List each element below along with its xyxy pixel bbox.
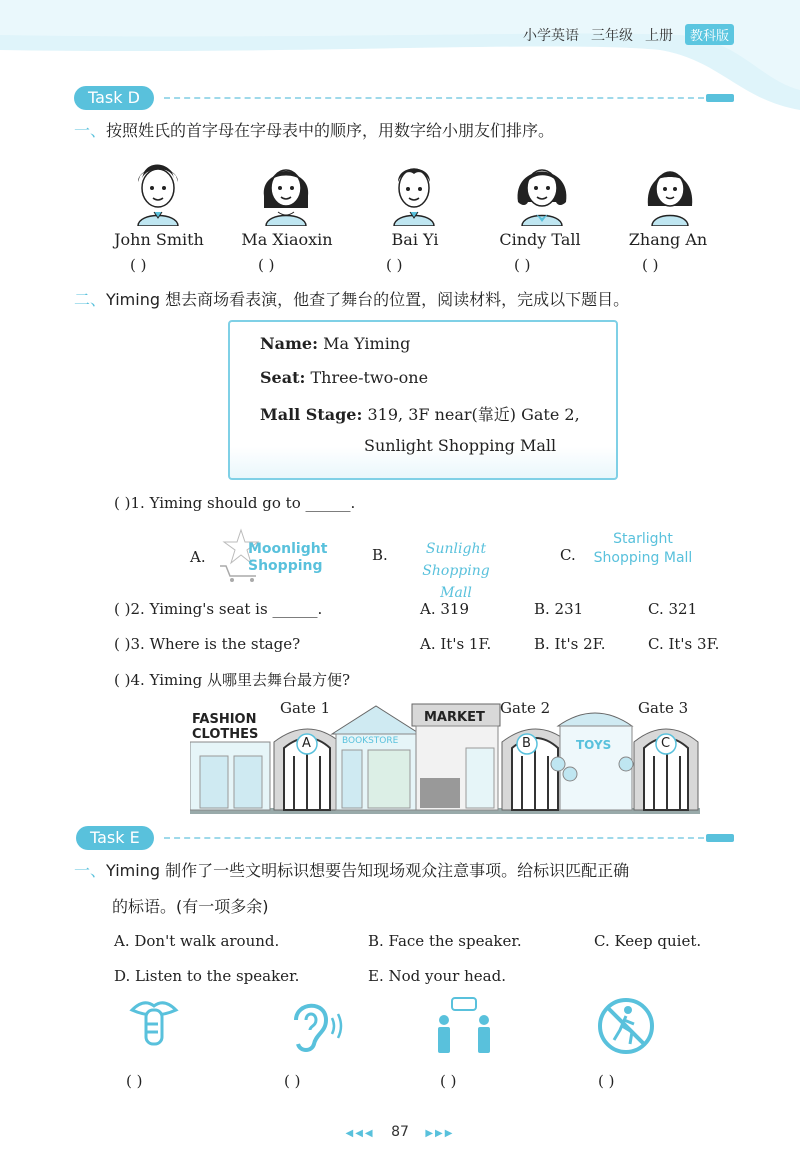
question-3 bbox=[114, 635, 300, 653]
task-e-divider bbox=[164, 837, 704, 839]
task-d-q2-instruction bbox=[74, 287, 629, 310]
page-footer bbox=[0, 1124, 800, 1140]
task-e-q1-instruction bbox=[74, 858, 629, 881]
instruction-line: Yiming 制作了一些文明标识想要告知现场观众注意事项。给标识匹配正确 bbox=[106, 861, 630, 880]
grade-label: 三年级 bbox=[590, 27, 633, 44]
door-c-label: C bbox=[661, 736, 671, 751]
kid-name: Cindy Tall bbox=[499, 230, 581, 249]
right-arrows-icon: ▶▶▶ bbox=[425, 1128, 455, 1139]
no-walking-icon bbox=[596, 996, 656, 1056]
sign-line: CLOTHES bbox=[192, 727, 259, 742]
kid-avatar-zhang-an bbox=[640, 156, 700, 226]
stage-value: 319, 3F near(靠近) Gate 2, bbox=[367, 405, 580, 424]
answer-blank[interactable]: ( ) bbox=[284, 1072, 301, 1090]
option: B. Face the speaker. bbox=[368, 932, 522, 950]
question-1 bbox=[114, 494, 355, 512]
kid-avatar-john bbox=[128, 156, 188, 226]
answer-blank[interactable]: ( ) bbox=[440, 1072, 457, 1090]
instruction-line: 的标语。(有一项多余) bbox=[112, 897, 269, 916]
q2-number: 二、 bbox=[74, 290, 107, 309]
pencil-icon bbox=[706, 834, 734, 842]
answer-blank[interactable]: ( ) bbox=[386, 256, 403, 274]
task-d-q1-instruction bbox=[74, 118, 554, 141]
answer-blank[interactable]: ( ) bbox=[642, 256, 659, 274]
name-line bbox=[260, 334, 410, 353]
answer-blank[interactable]: ( ) bbox=[130, 256, 147, 274]
option: A. It's 1F. bbox=[420, 635, 492, 653]
option: C. 321 bbox=[648, 600, 698, 618]
option-c-letter: C. bbox=[560, 546, 576, 564]
door-b-label: B bbox=[522, 736, 531, 751]
volume-label: 上册 bbox=[644, 27, 673, 44]
name-label: Name: bbox=[260, 334, 319, 353]
option-b-letter: B. bbox=[372, 546, 388, 564]
pencil-icon bbox=[706, 94, 734, 102]
subject-label: 小学英语 bbox=[522, 27, 579, 44]
stage-line bbox=[260, 402, 580, 425]
option: B. It's 2F. bbox=[534, 635, 606, 653]
option: C. It's 3F. bbox=[648, 635, 720, 653]
question-text: 2. Yiming's seat is ______. bbox=[130, 600, 323, 618]
task-d-divider bbox=[164, 97, 704, 99]
q1-number: 一、 bbox=[74, 121, 107, 140]
market-sign: MARKET bbox=[424, 710, 485, 725]
book-meta bbox=[523, 24, 734, 45]
q1-number: 一、 bbox=[74, 861, 107, 880]
logo-line: Shopping bbox=[248, 558, 323, 574]
ear-listen-icon bbox=[284, 996, 344, 1056]
starlight-logo bbox=[586, 530, 700, 568]
kid-avatar-bai-yi bbox=[384, 156, 444, 226]
question-2 bbox=[114, 600, 322, 618]
kid-avatar-cindy bbox=[512, 156, 572, 226]
answer-blank[interactable]: ( ) bbox=[114, 635, 131, 653]
name-value: Ma Yiming bbox=[323, 334, 411, 353]
q2-text: Yiming 想去商场看表演，他查了舞台的位置，阅读材料，完成以下题目。 bbox=[106, 290, 630, 309]
question-4 bbox=[114, 669, 350, 690]
q1-text: 按照姓氏的首字母在字母表中的顺序，用数字给小朋友们排序。 bbox=[106, 121, 555, 140]
answer-blank[interactable]: ( ) bbox=[258, 256, 275, 274]
kid-name: Zhang An bbox=[628, 230, 708, 249]
sunlight-logo bbox=[400, 538, 512, 604]
answer-blank[interactable]: ( ) bbox=[114, 494, 131, 512]
answer-blank[interactable]: ( ) bbox=[126, 1072, 143, 1090]
seat-value: Three-two-one bbox=[310, 368, 429, 387]
question-text: 3. Where is the stage? bbox=[130, 635, 301, 653]
edition-badge: 教科版 bbox=[685, 24, 734, 45]
kid-name: Ma Xiaoxin bbox=[241, 230, 333, 249]
sign-line: FASHION bbox=[192, 712, 257, 727]
question-text: 1. Yiming should go to ______. bbox=[130, 494, 356, 512]
task-d-label: Task D bbox=[74, 86, 154, 110]
task-e-label: Task E bbox=[76, 826, 154, 850]
answer-blank[interactable]: ( ) bbox=[514, 256, 531, 274]
gate-3-label: Gate 3 bbox=[638, 699, 689, 717]
answer-blank[interactable]: ( ) bbox=[598, 1072, 615, 1090]
option: A. 319 bbox=[420, 600, 469, 618]
logo-line: Shopping Mall bbox=[593, 550, 693, 566]
option: A. Don't walk around. bbox=[114, 932, 280, 950]
option: D. Listen to the speaker. bbox=[114, 967, 300, 985]
stage-label: Mall Stage: bbox=[260, 405, 363, 424]
answer-blank[interactable]: ( ) bbox=[114, 671, 131, 689]
seat-label: Seat: bbox=[260, 368, 306, 387]
option-a-letter: A. bbox=[190, 548, 206, 566]
page-number: 87 bbox=[391, 1124, 409, 1140]
seat-line bbox=[260, 368, 428, 387]
question-text: 4. Yiming 从哪里去舞台最方便? bbox=[130, 671, 351, 689]
answer-blank[interactable]: ( ) bbox=[114, 600, 131, 618]
gate-1-label: Gate 1 bbox=[280, 699, 331, 717]
logo-line: Sunlight Shopping bbox=[422, 541, 490, 579]
stage-line-2: Sunlight Shopping Mall bbox=[364, 436, 557, 455]
bookstore-sign: BOOKSTORE bbox=[342, 736, 399, 746]
door-a-label: A bbox=[302, 736, 311, 751]
logo-line: Moonlight bbox=[248, 541, 328, 557]
kid-avatar-ma-xiaoxin bbox=[256, 156, 316, 226]
left-arrows-icon: ◀◀◀ bbox=[345, 1128, 375, 1139]
kid-name: Bai Yi bbox=[391, 230, 439, 249]
gate-2-label: Gate 2 bbox=[500, 699, 551, 717]
fashion-sign bbox=[192, 712, 258, 742]
toys-sign: TOYS bbox=[576, 738, 612, 752]
face-to-face-icon bbox=[434, 996, 494, 1056]
option: C. Keep quiet. bbox=[594, 932, 702, 950]
logo-line: Mall bbox=[440, 585, 472, 601]
kid-name: John Smith bbox=[114, 230, 204, 249]
ticket-info-box bbox=[228, 320, 618, 480]
quiet-lips-icon bbox=[124, 996, 184, 1056]
moonlight-logo bbox=[248, 541, 327, 575]
logo-line: Starlight bbox=[613, 531, 673, 547]
option: E. Nod your head. bbox=[368, 967, 506, 985]
option: B. 231 bbox=[534, 600, 584, 618]
